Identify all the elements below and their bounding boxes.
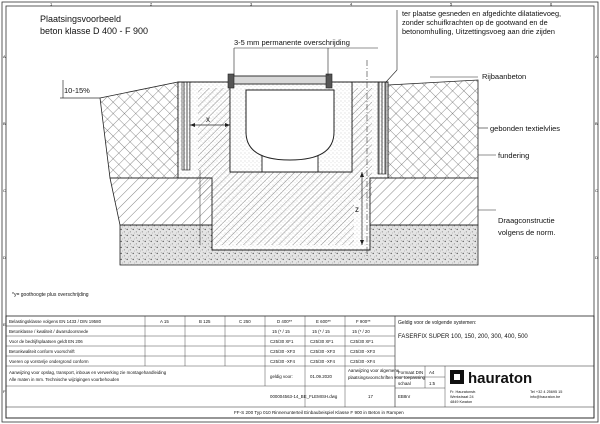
- class-row-label: Belastingsklasse volgens EN 1433 / DIN 19580: [9, 319, 102, 324]
- frame-letter: E: [3, 322, 6, 327]
- concrete-value-e600: 15 (* / 15: [312, 329, 330, 334]
- exposure-d400: C25/30 -XF3: [270, 349, 295, 354]
- frame-number: 3: [250, 1, 253, 7]
- frame-letter: C: [595, 188, 598, 193]
- support-callout-line2: volgens de norm.: [498, 228, 556, 237]
- note-left-a: Voor de bedrijfsplaatsen geldt EN 206: [9, 339, 83, 344]
- language-code: EB8nr: [398, 394, 411, 399]
- applies-title: Geldig voor de volgende systemen:: [398, 320, 477, 326]
- phone: Tel +32 4 25695 15: [530, 390, 563, 394]
- format-value: A4: [429, 370, 435, 375]
- grate-frame-left: [228, 74, 234, 88]
- address-line2: Werkstraat 24: [450, 395, 474, 399]
- general-note-line2: Alle maten in mm. Technische wijzigingen voorbehouden: [9, 377, 120, 382]
- road-concrete-left: [100, 82, 178, 178]
- frost-f900: C25/30 -XF4: [350, 359, 375, 364]
- frame-number: 5: [450, 1, 453, 7]
- exposure-f900: C25/30 -XF3: [350, 349, 375, 354]
- footnote: *y= goothoogte plus overschrijding: [12, 292, 89, 298]
- joint-callout-line3: betonomhulling, Uitzettingsvoeg aan drie zijden: [402, 27, 555, 36]
- frost-d400: C25/30 -XF4: [270, 359, 295, 364]
- concrete-row-label: Betonklasse / kwaliteit / dwarsdoorsnede: [9, 329, 89, 334]
- valid-label: geldig voor:: [270, 374, 293, 379]
- joint-callout-leader2: [386, 70, 397, 82]
- foundation-callout: fundering: [498, 151, 530, 160]
- drawing-number: 000004563-14_BE_FLEMISH.dwg: [270, 394, 338, 399]
- class-a15: A 15: [160, 319, 169, 324]
- frame-number: 4: [350, 1, 353, 7]
- scale-label: schaal: [398, 381, 411, 386]
- class-e600: E 600**: [316, 319, 331, 324]
- address-line3: 4849 Kwaton: [450, 400, 473, 404]
- channel-trough: [246, 90, 334, 160]
- quality-f900: C25/30 XF1: [350, 339, 374, 344]
- dim-x-label: x: [206, 115, 210, 124]
- page-number: 17: [368, 394, 373, 399]
- address-line1: Fr. Hauratonstr.: [450, 390, 477, 394]
- road-concrete-right: [388, 80, 478, 178]
- frame-letter: B: [3, 121, 6, 126]
- textile-callout: gebonden textielvlies: [490, 124, 561, 133]
- expansion-joint-right: [378, 82, 386, 174]
- drawing-caption: FF-S 200 Typ 010 Rinnenunterteil Einbaubeispiel Klasse F 900 in Beton in Rampen: [234, 410, 404, 415]
- channel-grate: [232, 76, 328, 84]
- road-concrete-callout: Rijbaanbeton: [482, 72, 527, 81]
- class-d400: D 400**: [277, 319, 293, 324]
- note-left-c: Voeren op vorstvrije ondergrond conform: [9, 359, 89, 364]
- support-callout-line1: Draagconstructie: [498, 216, 555, 225]
- frame-letter: B: [595, 121, 598, 126]
- frost-e600: C25/30 -XF4: [310, 359, 335, 364]
- general-note-line1: Aanwijzing voor opslag, transport, inbouw en verwerking zie montagehandleiding: [9, 370, 167, 375]
- brand-name: hauraton: [468, 370, 533, 387]
- exposure-e600: C25/30 -XF3: [310, 349, 335, 354]
- frame-number: 6: [550, 1, 553, 7]
- frame-letter: A: [3, 54, 6, 59]
- quality-e600: C25/30 XF1: [310, 339, 334, 344]
- title-block: [6, 316, 594, 418]
- format-label: Formaat DIN: [398, 370, 424, 375]
- title-block-frame: [6, 316, 594, 418]
- frame-letter: C: [3, 188, 6, 193]
- joint-callout-line2: zonder schuifkrachten op de gootwand en de: [402, 18, 548, 27]
- joint-callout-line1: ter plaatse gesneden en afgedichte dilatatievoeg,: [402, 9, 562, 18]
- drawing-title-line1: Plaatsingsvoorbeeld: [40, 14, 122, 24]
- valid-date: 01.09.2020: [310, 374, 332, 379]
- class-c250: C 250: [239, 319, 251, 324]
- remark-line2: plaatsingsvoorschriften voor toepassing: [348, 375, 426, 380]
- quality-d400: C25/30 XF1: [270, 339, 294, 344]
- scale-value: 1:5: [429, 381, 436, 386]
- slope-label: 10-15%: [64, 86, 90, 95]
- expansion-joint-left: [182, 82, 190, 170]
- concrete-value-d400: 15 (* / 15: [272, 329, 290, 334]
- frame-letter: F: [3, 389, 6, 394]
- frame-letter: D: [3, 255, 6, 260]
- concrete-value-f900: 15 (* / 20: [352, 329, 370, 334]
- class-f900: F 900**: [356, 319, 371, 324]
- email: info@hauraton.be: [530, 395, 561, 399]
- drawing-title-line2: beton klasse D 400 - F 900: [40, 26, 149, 36]
- frame-number: 2: [150, 1, 153, 7]
- overhang-label: 3-5 mm permanente overschrijding: [234, 38, 350, 47]
- cross-section: [60, 60, 478, 265]
- remark-line1: Aanwijzing voor algemene: [348, 368, 400, 373]
- dim-z-label: z: [355, 205, 359, 214]
- note-left-b: Betonkwaliteit conform voorschrift: [9, 349, 75, 354]
- class-b125: B 125: [199, 319, 211, 324]
- applies-products: FASERFIX SUPER 100, 150, 200, 300, 400, 500: [398, 334, 528, 340]
- frame-number: 1: [50, 1, 53, 7]
- hauraton-logo: [450, 370, 532, 387]
- grate-frame-right: [326, 74, 332, 88]
- frame-letter: D: [595, 255, 598, 260]
- frame-letter: A: [595, 54, 598, 59]
